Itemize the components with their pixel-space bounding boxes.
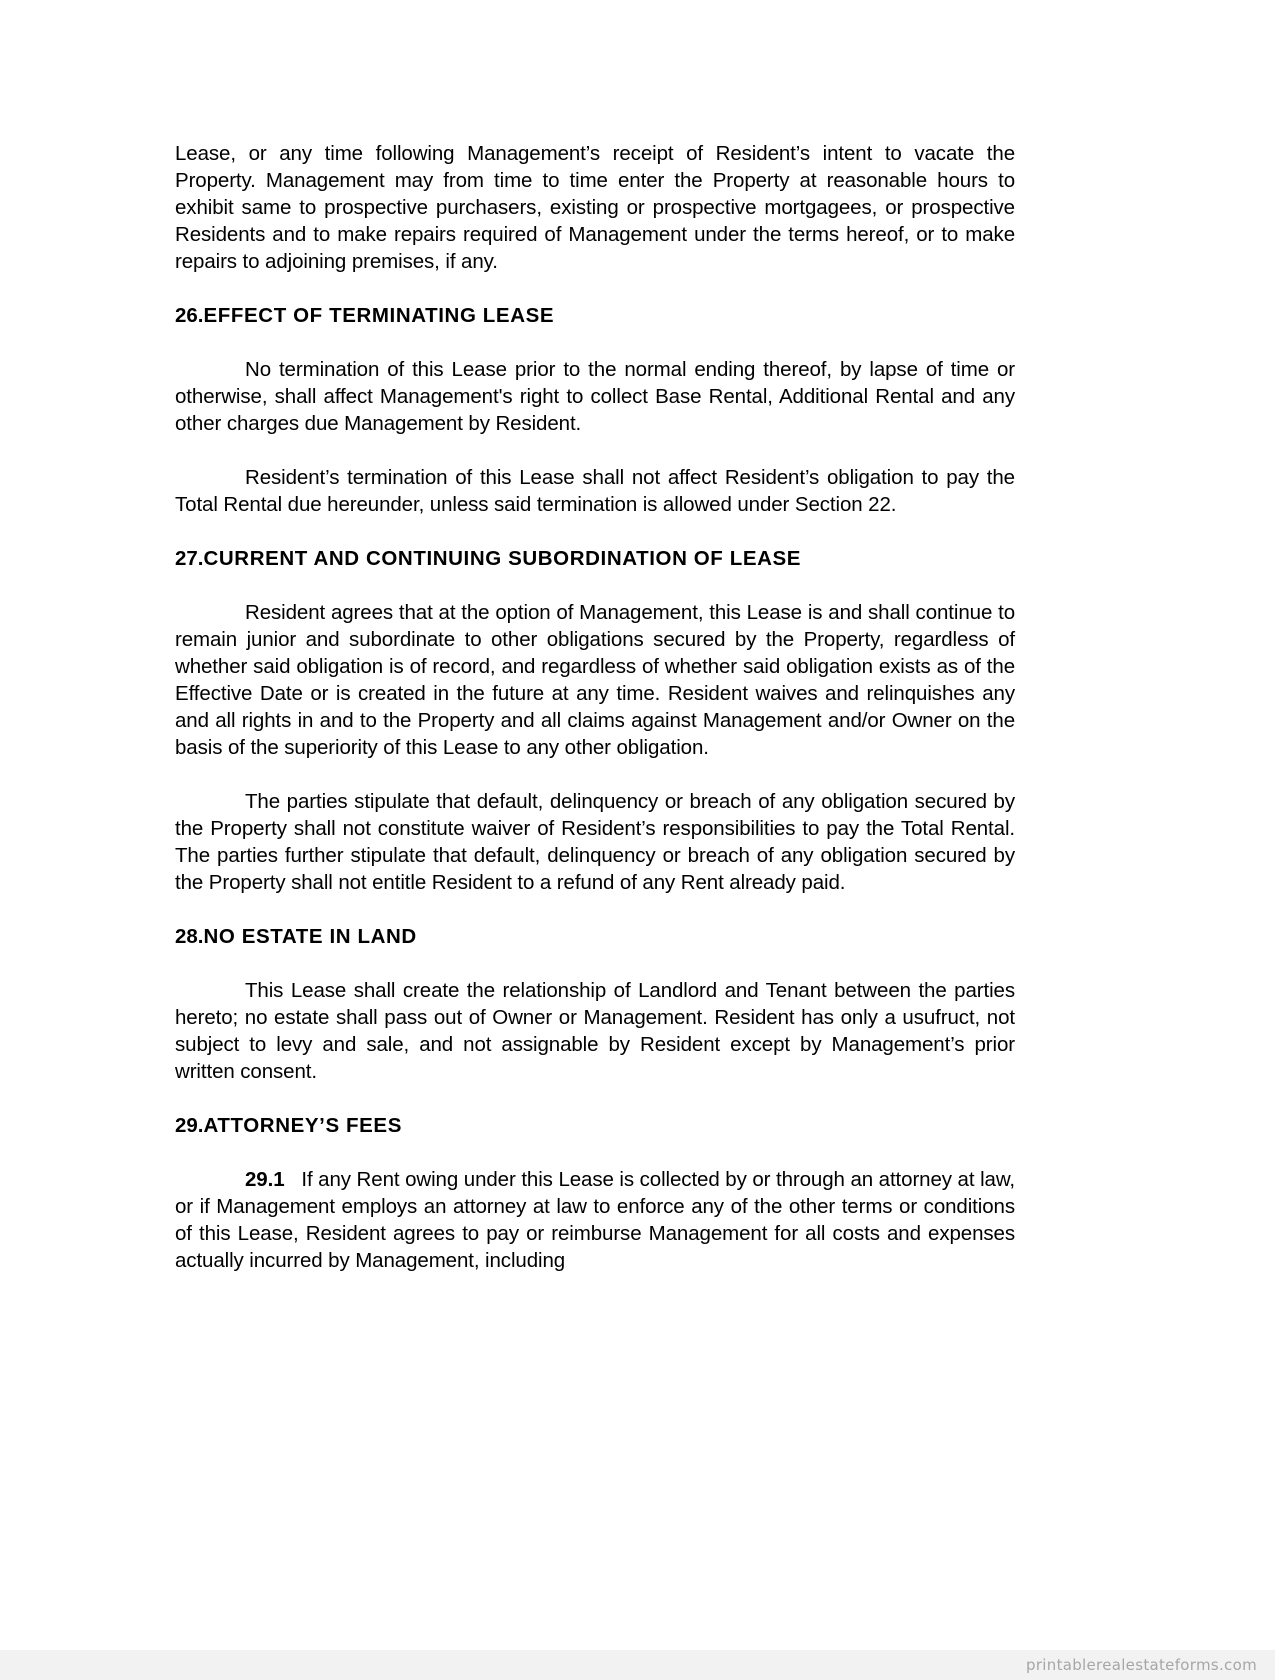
section-number: 26. bbox=[175, 304, 204, 327]
subsection-paragraph bbox=[175, 1166, 1015, 1274]
document-page bbox=[175, 140, 1015, 1274]
section-heading bbox=[175, 923, 1015, 950]
section-27 bbox=[175, 545, 1015, 896]
intro-paragraph: Lease, or any time following Management’s receipt of Resident’s intent to vacate the Property. Management may from time to time enter the Property at reasonable hours to exhibit same to prospective purchasers, existing or prospective mortgagees, or prospective Residents and to make repairs required of Management under the terms hereof, or to make repairs to adjoining premises, if any. bbox=[175, 142, 1015, 273]
section-paragraph: No termination of this Lease prior to the normal ending thereof, by lapse of time or otherwise, shall affect Management's right to collect Base Rental, Additional Rental and any other charges due Management by Resident. bbox=[175, 358, 1015, 435]
section-number: 28. bbox=[175, 925, 204, 948]
subsection-number: 29.1 bbox=[245, 1168, 285, 1191]
section-title: ATTORNEY’S FEES bbox=[203, 1114, 402, 1137]
section-number: 29. bbox=[175, 1114, 204, 1137]
section-title: EFFECT OF TERMINATING LEASE bbox=[203, 304, 555, 327]
section-paragraph: Resident agrees that at the option of Management, this Lease is and shall continue to remain junior and subordinate to other obligations secured by the Property, regardless of whether said obligation is of record, and regardless of whether said obligation exists as of the Effective Date or is created in the future at any time. Resident waives and relinquishes any and all rights in and to the Property and all claims against Management and/or Owner on the basis of the superiority of this Lease to any other obligation. bbox=[175, 601, 1015, 759]
section-26 bbox=[175, 302, 1015, 518]
subsection-text: If any Rent owing under this Lease is collected by or through an attorney at law, or if Management employs an attorney at law to enforce any of the other terms or conditions of this Lease, Resident agrees to pay or reimburse Management for all costs and expenses actually incurred by Management, including bbox=[175, 1168, 1015, 1272]
section-29 bbox=[175, 1112, 1015, 1274]
section-heading bbox=[175, 1112, 1015, 1139]
watermark-link[interactable]: printablerealestateforms.com bbox=[1026, 1656, 1257, 1674]
section-heading bbox=[175, 302, 1015, 329]
footer-bar bbox=[0, 1650, 1275, 1680]
section-title: NO ESTATE IN LAND bbox=[203, 925, 417, 948]
section-paragraph: The parties stipulate that default, delinquency or breach of any obligation secured by the Property shall not constitute waiver of Resident’s responsibilities to pay the Total Rental. The parties further stipulate that default, delinquency or breach of any obligation secured by the Property shall not entitle Resident to a refund of any Rent already paid. bbox=[175, 790, 1015, 894]
section-paragraph: Resident’s termination of this Lease shall not affect Resident’s obligation to pay the Total Rental due hereunder, unless said termination is allowed under Section 22. bbox=[175, 466, 1015, 516]
section-28 bbox=[175, 923, 1015, 1085]
section-paragraph: This Lease shall create the relationship of Landlord and Tenant between the parties hereto; no estate shall pass out of Owner or Management. Resident has only a usufruct, not subject to levy and sale, and not assignable by Resident except by Management’s prior written consent. bbox=[175, 979, 1015, 1083]
section-heading bbox=[175, 545, 1015, 572]
section-number: 27. bbox=[175, 547, 204, 570]
section-title: CURRENT AND CONTINUING SUBORDINATION OF LEASE bbox=[203, 547, 802, 570]
